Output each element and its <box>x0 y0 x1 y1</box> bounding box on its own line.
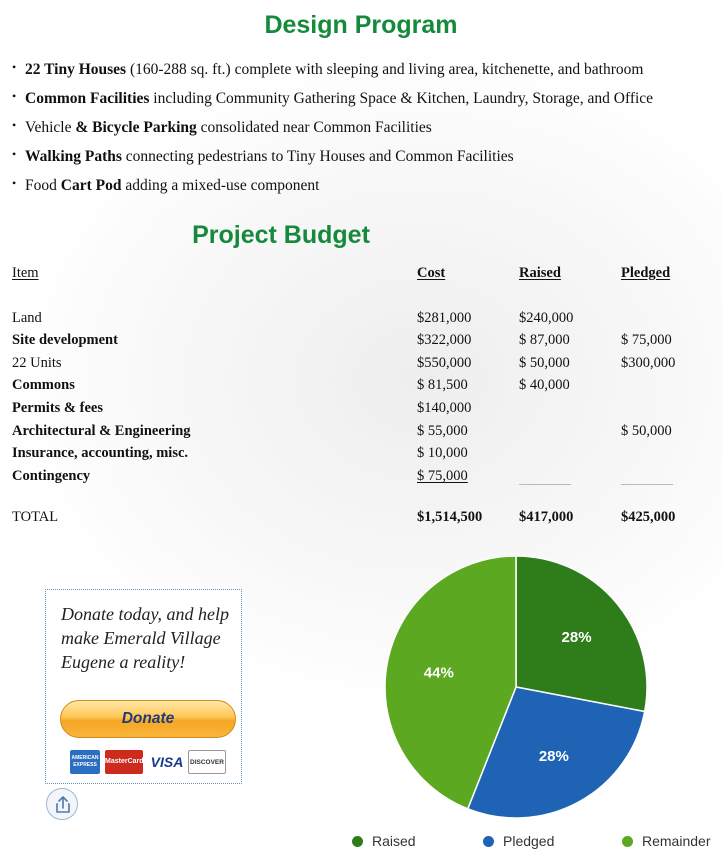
raised-subtotal-line <box>519 484 571 485</box>
total-raised: $417,000 <box>519 509 574 525</box>
row-cost: $140,000 <box>417 400 472 416</box>
budget-header-row <box>0 265 722 285</box>
row-item: Architectural & Engineering <box>12 423 191 439</box>
legend-swatch <box>622 836 633 847</box>
table-row <box>0 355 722 375</box>
table-row <box>0 445 722 465</box>
row-item: Site development <box>12 332 118 348</box>
discover-icon: DISCOVER <box>188 750 226 774</box>
donate-message: Donate today, and help make Emerald Village Eugene a reality! <box>61 604 229 672</box>
legend-swatch <box>483 836 494 847</box>
legend-item-pledged: Pledged <box>483 833 554 849</box>
design-program-list <box>12 54 717 199</box>
row-pledged: $300,000 <box>621 355 676 371</box>
visa-icon: VISA <box>148 750 186 774</box>
total-row <box>0 509 722 529</box>
row-cost: $322,000 <box>417 332 472 348</box>
row-cost: $550,000 <box>417 355 472 371</box>
pledged-subtotal-line <box>621 484 673 485</box>
pie-label-pledged: 28% <box>538 747 569 765</box>
list-item: • Vehicle & Bicycle Parking consolidated near Common Facilities <box>12 118 432 136</box>
legend-swatch <box>352 836 363 847</box>
row-cost: $ 10,000 <box>417 445 468 461</box>
pie-label-raised: 28% <box>561 628 592 646</box>
row-cost: $ 55,000 <box>417 423 468 439</box>
table-row <box>0 468 722 488</box>
chart-legend <box>0 833 722 853</box>
header-item: Item <box>12 265 39 281</box>
amex-card-icon: AMERICAN EXPRESS <box>70 750 100 774</box>
budget-pie-chart <box>380 556 660 826</box>
row-item: Contingency <box>12 468 91 484</box>
row-item: Commons <box>12 377 75 393</box>
share-button[interactable] <box>46 788 78 820</box>
row-cost: $ 75,000 <box>417 468 468 484</box>
table-row <box>0 332 722 352</box>
row-item: 22 Units <box>12 355 62 371</box>
list-item: • Walking Paths connecting pedestrians to Tiny Houses and Common Facilities <box>12 147 514 165</box>
header-raised: Raised <box>519 265 561 281</box>
row-cost: $281,000 <box>417 310 472 326</box>
total-label: TOTAL <box>12 509 59 525</box>
row-raised: $240,000 <box>519 310 574 326</box>
total-pledged: $425,000 <box>621 509 676 525</box>
row-pledged: $ 75,000 <box>621 332 672 348</box>
share-icon <box>47 789 79 821</box>
table-row <box>0 400 722 420</box>
list-item: • Common Facilities including Community Gathering Space & Kitchen, Laundry, Storage, and Office <box>12 89 654 107</box>
row-raised: $ 40,000 <box>519 377 570 393</box>
pie-label-remainder: 44% <box>423 664 454 682</box>
row-item: Insurance, accounting, misc. <box>12 445 189 461</box>
mastercard-icon: MasterCard <box>105 750 143 774</box>
row-pledged: $ 50,000 <box>621 423 672 439</box>
row-item: Land <box>12 310 42 326</box>
table-row <box>0 310 722 330</box>
header-cost: Cost <box>417 265 446 281</box>
donate-box <box>45 589 242 784</box>
legend-item-raised: Raised <box>352 833 416 849</box>
row-raised: $ 50,000 <box>519 355 570 371</box>
row-item: Permits & fees <box>12 400 103 416</box>
header-pledged: Pledged <box>621 265 671 281</box>
row-cost: $ 81,500 <box>417 377 468 393</box>
table-row <box>0 377 722 397</box>
donate-button[interactable]: Donate <box>60 700 236 738</box>
list-item: • 22 Tiny Houses (160-288 sq. ft.) complete with sleeping and living area, kitchenette, and bathroom <box>12 60 644 78</box>
total-cost: $1,514,500 <box>417 509 483 525</box>
row-raised: $ 87,000 <box>519 332 570 348</box>
list-item: • Food Cart Pod adding a mixed-use component <box>12 176 320 194</box>
table-row <box>0 423 722 443</box>
design-program-title: Design Program <box>264 11 458 39</box>
project-budget-title: Project Budget <box>192 221 370 249</box>
legend-item-remainder: Remainder <box>622 833 710 849</box>
